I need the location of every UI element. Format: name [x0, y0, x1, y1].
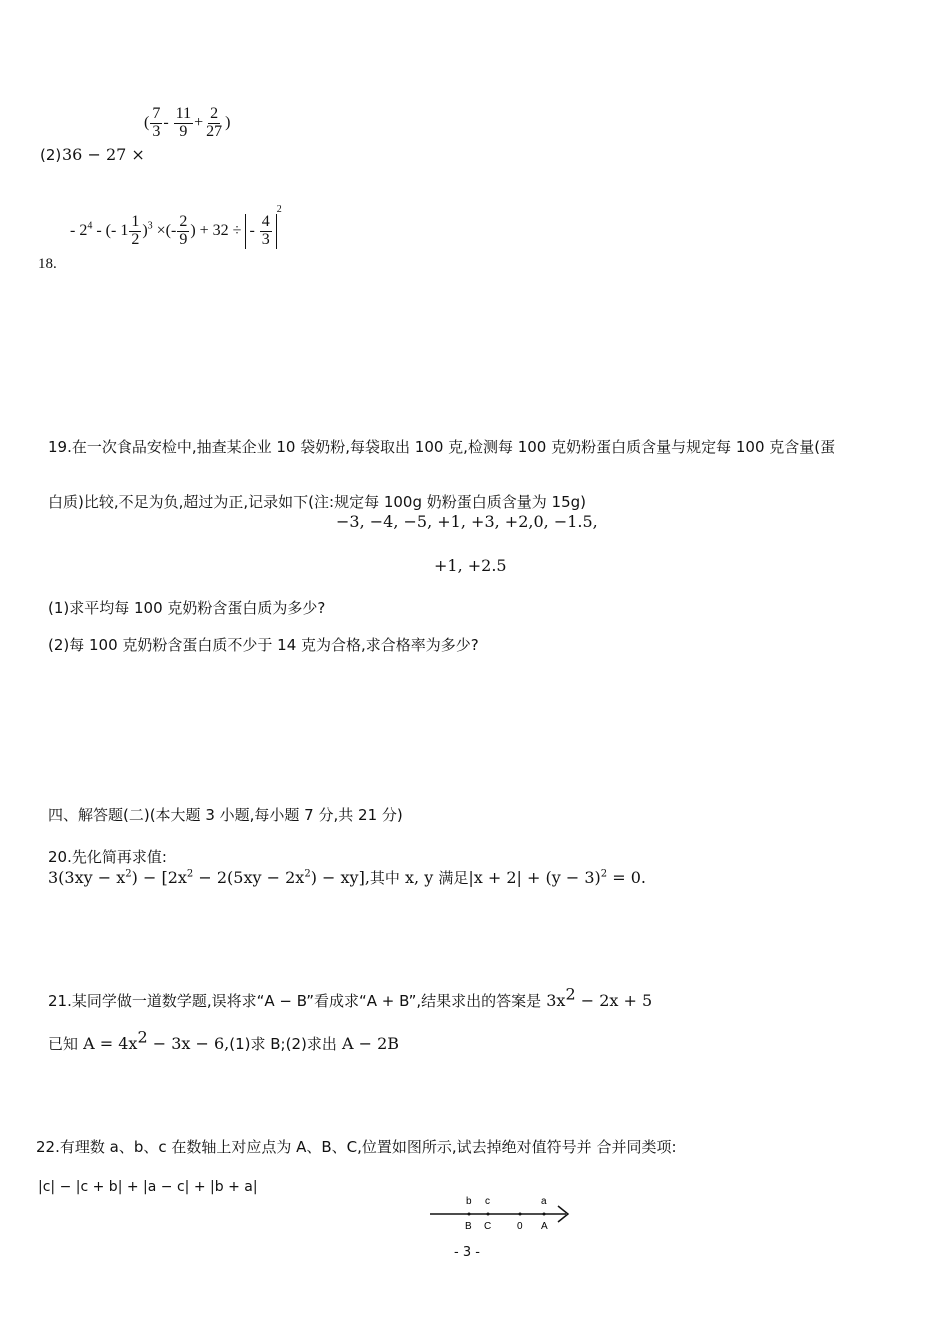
q18-expression: - $2^4$ - (- 1 $\frac{1}{2}$ )$^3$ ×(- $\frac{2}{9}$ ) + 32 ÷ - $\frac{4}{3}$ $^2$ — [70, 204, 282, 248]
q19-line2: 白质)比较,不足为负,超过为正,记录如下(注:规定每 100g 奶粉蛋白质含量为 15g) — [48, 493, 586, 511]
label-A-upper: A — [541, 1221, 548, 1232]
q17-2-bracket: ( $\frac{7}{3}$ - $\frac{11}{9}$ + $\frac{2}{27}$ ) — [144, 105, 231, 140]
section-4-heading: 四、解答题(二)(本大题 3 小题,每小题 7 分,共 21 分) — [48, 806, 403, 824]
label-a-lower: a — [541, 1196, 547, 1207]
number-line-diagram — [420, 1188, 580, 1236]
label-B-upper: B — [465, 1221, 472, 1232]
label-zero: 0 — [517, 1221, 523, 1232]
q22-expression: |c| − |c + b| + |a − c| + |b + a| — [38, 1179, 258, 1195]
point-b — [468, 1213, 471, 1216]
q19-sub2: (2)每 100 克奶粉含蛋白质不少于 14 克为合格,求合格率为多少? — [48, 636, 479, 654]
q20-expression: $3(3xy - x^2) - [2x^2 - 2(5xy - 2x^2) - xy]$,其中 x, y 满足$|x + 2| + (y - 3)^2 = 0$. — [48, 868, 646, 887]
q21-line2: 已知 $A = 4x^2 - 3x - 6,(1)$求 B;(2)求出 A − 2B — [48, 1027, 400, 1053]
label-c-lower: c — [485, 1196, 490, 1207]
q19-data-line1: −3, −4, −5, +1, +3, +2,0, −1.5, — [336, 512, 598, 531]
point-a — [543, 1213, 546, 1216]
q19-data-line2: +1, +2.5 — [434, 556, 507, 575]
q22-line1: 22.有理数 a、b、c 在数轴上对应点为 A、B、C,位置如图所示,试去掉绝对值符号并 合并同类项: — [36, 1138, 677, 1156]
point-zero — [519, 1213, 522, 1216]
q19-line1: 19.在一次食品安检中,抽查某企业 10 袋奶粉,每袋取出 100 克,检测每 100 克奶粉蛋白质含量与规定每 100 克含量(蛋 — [48, 438, 836, 456]
q18-number: 18. — [38, 256, 57, 272]
q21-line1: 21.某同学做一道数学题,误将求“A − B”看成求“A + B”,结果求出的答案是 $3x^2 - 2x + 5$ — [48, 984, 653, 1010]
label-b-lower: b — [466, 1196, 472, 1207]
label-C-upper: C — [484, 1221, 492, 1232]
q17-2-main: 36 − 27 × — [62, 145, 145, 164]
point-c — [487, 1213, 490, 1216]
page-number: - 3 - — [454, 1245, 480, 1260]
q17-2-prefix: (2) — [40, 146, 62, 164]
q20-line1: 20.先化简再求值: — [48, 848, 167, 866]
q19-sub1: (1)求平均每 100 克奶粉含蛋白质为多少? — [48, 599, 326, 617]
